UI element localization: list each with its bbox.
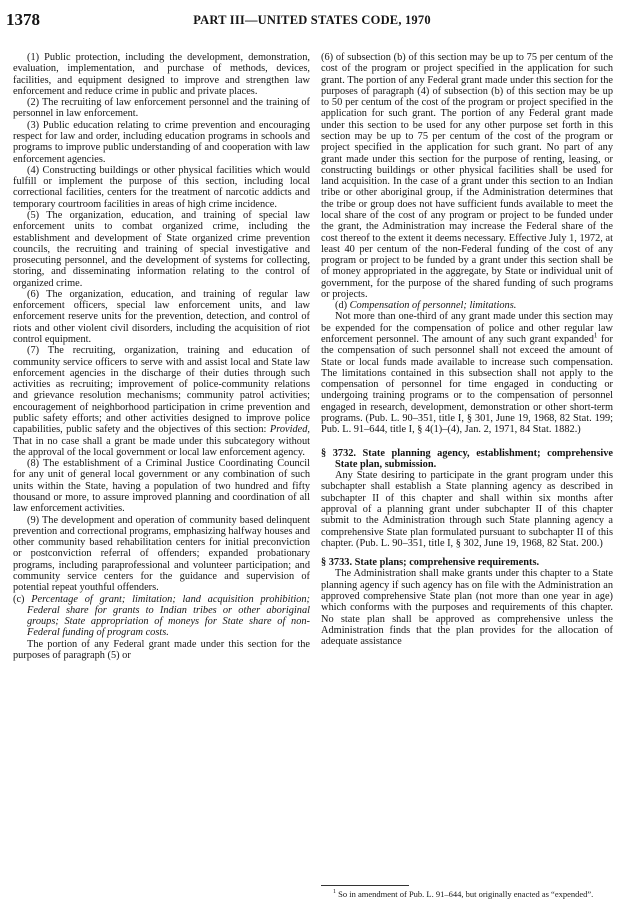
paragraph-b9: (9) The development and operation of community based delinquent prevention and correctional programs, emphasizing halfway houses and other community based rehabilitation centers for initial preconviction or postconviction referral of offenders; expanded probationary programs, including paraprofessional and volunteer participation; and community service centers for the guidance and supervision of potential repeat youthful offenders. bbox=[13, 514, 310, 594]
section-3732-heading: § 3732. State planning agency, establishment; comprehensive State plan, submission. bbox=[321, 447, 613, 470]
left-column bbox=[13, 52, 310, 661]
page-header bbox=[0, 4, 624, 34]
subsection-c-title: Percentage of grant; limitation; land acquisition prohibition; Federal share for grants to Indian tribes or other aboriginal groups; State appropriation of moneys for State share of non-Federal funding of program costs. bbox=[27, 593, 310, 639]
section-3732-text: Any State desiring to participate in the grant program under this subchapter shall establish a State planning agency as described in subchapter II of this chapter and shall within six months after approval of a planning grant under subchapter II of this chapter submit to the Administration through such State planning agency a comprehensive State plan formulated pursuant to subchapter II of this chapter. (Pub. L. 90–351, title I, § 302, June 19, 1968, 82 Stat. 200.) bbox=[321, 470, 613, 549]
footnote-text: So in amendment of Pub. L. 91–644, but originally enacted as “expended”. bbox=[336, 888, 594, 899]
footnote-reference: 1 bbox=[593, 331, 598, 340]
subsection-c-text-start: The portion of any Federal grant made under this section for the purposes of paragraph (5) or bbox=[13, 638, 310, 661]
footnote-rule bbox=[321, 885, 409, 886]
footnote-mark: 1 bbox=[333, 889, 336, 895]
paragraph-b7-proviso-text: That in no case shall a grant be made under this subcategory without the approval of the local government or local law enforcement agency. bbox=[13, 435, 310, 458]
paragraph-b7 bbox=[13, 345, 310, 458]
paragraph-b1: (1) Public protection, including the development, demonstration, evaluation, implementation, and purchase of methods, devices, facilities, and equipment designed to improve and strengthen law enforcement and reduce crime in public and private places. bbox=[13, 52, 310, 97]
subsection-c-text-continued: (6) of subsection (b) of this section may be up to 75 per centum of the cost of the program or project specified in the application for such grant. The portion of any Federal grant made under this section for the purposes of paragraph (4) of subsection (b) of this section may be up to 50 per centum of the cost of the program or project specified in the application for such grant. The portion of any Federal grant made under this section to be used for any other purpose set forth in this section may be up to 75 per centum of the cost of the program or project specified in the application for such grant. No part of any grant made under this section for the purpose of renting, leasing, or constructing buildings or other physical facilities shall be used for land acquisition. In the case of a grant under this section to an Indian tribe or other aboriginal group, if the Administration determines that the tribe or group does not have sufficient funds available to meet the local share of the cost of any program or project to be funded under the grant, the Administration may increase the Federal share of the cost thereof to the extent it deems necessary. Effective July 1, 1972, at least 40 per centum of the non-Federal funding of the cost of any program or project to be funded by a grant under this section shall be of money appropriated in the aggregate, by State or individual unit of government, for the purpose of the shared funding of such programs or projects. bbox=[321, 52, 613, 300]
subsection-d-heading bbox=[321, 300, 613, 311]
subsection-c-label: (c) bbox=[13, 593, 25, 605]
running-head: PART III—UNITED STATES CODE, 1970 bbox=[193, 13, 431, 27]
subsection-d-text bbox=[321, 311, 613, 435]
paragraph-b5: (5) The organization, education, and training of special law enforcement units to combat organized crime, including the establishment and development of State organized crime prevention councils, the recruiting and training of special investigative and prosecuting personnel, and the development of systems for collecting, storing, and disseminating information relating to the control of organized crime. bbox=[13, 209, 310, 289]
section-3733-heading: § 3733. State plans; comprehensive requirements. bbox=[321, 557, 540, 569]
subsection-d-text-end: for the compensation of such personnel shall not exceed the amount of State or local funds made available to increase such compensation. The limitations contained in this subsection shall not apply to the compensation of personnel for time engaged in conducting or undergoing training programs or to the compensation of personnel engaged in research, development, demonstration or other short-term programs. (Pub. L. 90–351, title I, § 301, June 19, 1968, 82 Stat. 199; Pub. L. 91–644, title I, § 4(1)–(4), Jan. 2, 1971, 84 Stat. 1882.) bbox=[321, 334, 613, 436]
paragraph-b7-text: (7) The recruiting, organization, training and education of community service officers to serve with and assist local and State law enforcement agencies in the discharge of their duties through such activities as recruiting; improvement of police-community relations and grievance resolution mechanisms; community patrol activities; encouragement of neighborhood participation in crime prevention and public safety efforts; and other activities designed to improve police capabilities, public safety and the objectives of this section: bbox=[13, 345, 310, 436]
paragraph-b4: (4) Constructing buildings or other physical facilities which would fulfill or implement the purpose of this section, including local correctional facilities, centers for the treatment of narcotic addicts and temporary courtroom facilities in areas of high crime incidence. bbox=[13, 164, 310, 210]
subsection-c-heading bbox=[13, 594, 310, 639]
paragraph-b8: (8) The establishment of a Criminal Justice Coordinating Council for any unit of general local government or any combination of such units within the State, having a population of two hundred and fifty thousand or more, to assure improved planning and coordination of all law enforcement activities. bbox=[13, 458, 310, 515]
proviso-term: Provided, bbox=[269, 424, 311, 436]
section-3733-text: The Administration shall make grants under this chapter to a State planning agency if such agency has on file with the Administration an approved comprehensive State plan (not more than one year in age) which conforms with the purposes and requirements of this chapter. No state plan shall be approved as comprehensive unless the Administration finds that the plan provides for the allocation of adequate assistance bbox=[321, 568, 613, 648]
right-column bbox=[321, 52, 613, 647]
subsection-d-text-start: Not more than one-third of any grant made under this section may be expended for the compensation of police and other regular law enforcement personnel. The amount of any such grant expanded bbox=[321, 311, 613, 346]
subsection-d-title: Compensation of personnel; limitations. bbox=[349, 300, 517, 312]
page-number: 1378 bbox=[6, 10, 40, 29]
footnote bbox=[333, 888, 613, 899]
paragraph-b2: (2) The recruiting of law enforcement personnel and the training of personnel in law enforcement. bbox=[13, 97, 310, 120]
paragraph-b3: (3) Public education relating to crime prevention and encouraging respect for law and order, including education programs in schools and programs to improve public understanding of and cooperation with law enforcement agencies. bbox=[13, 119, 310, 165]
subsection-d-label: (d) bbox=[335, 300, 348, 312]
paragraph-b6: (6) The organization, education, and training of regular law enforcement officers, special law enforcement units, and law enforcement reserve units for the prevention, detection, and control of riots and other violent civil disorders, including the acquisition of riot control equipment. bbox=[13, 288, 310, 346]
